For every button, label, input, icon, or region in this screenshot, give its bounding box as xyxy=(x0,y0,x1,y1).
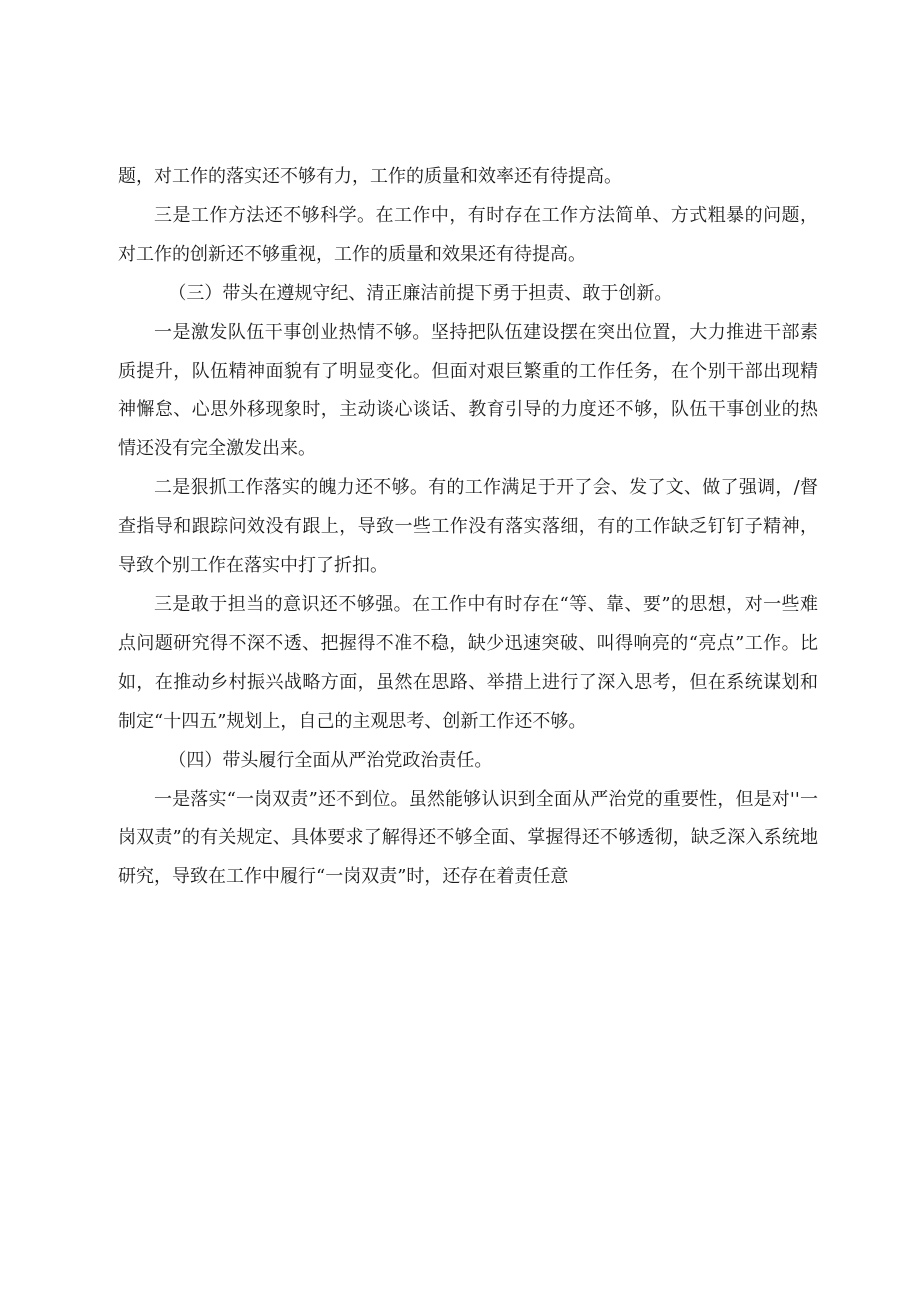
paragraph-team-enthusiasm: 一是激发队伍干事创业热情不够。坚持把队伍建设摆在突出位置，大力推进干部素质提升，队伍精神面貌有了明显变化。但面对艰巨繁重的工作任务，在个别干部出现精神懈怠、心思外移现象时，主动谈心谈话、教育引导的力度还不够，队伍干事创业的热情还没有完全激发出来。 xyxy=(118,321,818,460)
document-body xyxy=(118,158,818,897)
paragraph-continued: 题，对工作的落实还不够有力，工作的质量和效率还有待提高。 xyxy=(118,166,622,187)
paragraph-work-implementation: 二是狠抓工作落实的魄力还不够。有的工作满足于开了会、发了文、做了强调，/督查指导和跟踪问效没有跟上，导致一些工作没有落实落细，有的工作缺乏钉钉子精神，导致个别工作在落实中打了折扣。 xyxy=(118,477,818,577)
paragraph-responsibility-awareness: 三是敢于担当的意识还不够强。在工作中有时存在“等、靠、要”的思想，对一些难点问题研究得不深不透、把握得不准不稳，缺少迅速突破、叫得响亮的“亮点”工作。比如，在推动乡村振兴战略方面，虽然在思路、举措上进行了深入思考，但在系统谋划和制定“十四五”规划上，自己的主观思考、创新工作还不够。 xyxy=(118,593,818,732)
paragraph-dual-responsibility: 一是落实“一岗双责”还不到位。虽然能够认识到全面从严治党的重要性，但是对''一岗双责”的有关规定、具体要求了解得还不够全面、掌握得还不够透彻，缺乏深入系统地研究，导致在工作中履行“一岗双责”时，还存在着责任意 xyxy=(118,788,818,888)
section-heading-4: （四）带头履行全面从严治党政治责任。 xyxy=(168,749,493,771)
section-heading-3: （三）带头在遵规守纪、清正廉洁前提下勇于担责、敢于创新。 xyxy=(168,282,673,304)
paragraph-work-method: 三是工作方法还不够科学。在工作中，有时存在工作方法简单、方式粗暴的问题，对工作的创新还不够重视，工作的质量和效果还有待提高。 xyxy=(118,204,818,265)
